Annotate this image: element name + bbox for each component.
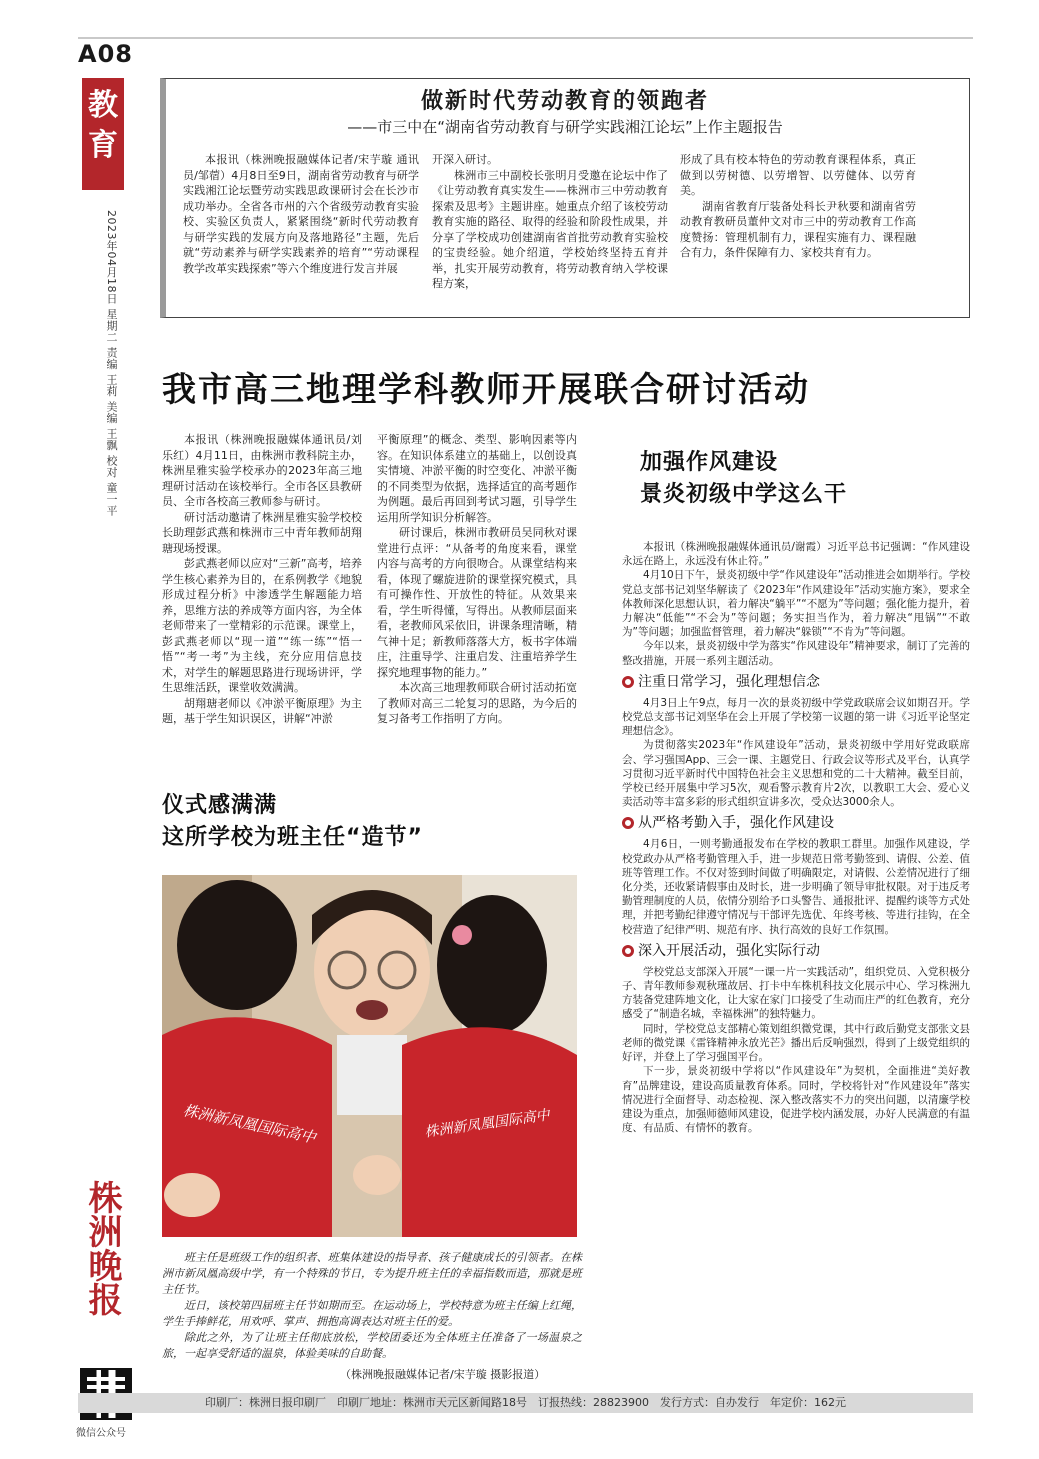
subheading-text: 深入开展活动，强化实际行动 (638, 942, 820, 959)
article1-col3 (680, 152, 916, 261)
article3-subheading-1 (622, 672, 970, 692)
article4-title-line1: 仪式感满满 (162, 793, 278, 818)
article4-caption (162, 1250, 582, 1362)
article1-para: 湖南省教育厅装备处科长尹秋要和湖南省劳动教育教研员董仲文对市三中的劳动教育工作高度赞扬：管理机制有力，课程实施有力、课程融合有力，条件保障有力、家校共育有力。 (680, 199, 916, 259)
caption-para: 班主任是班级工作的组织者、班集体建设的指导者、孩子健康成长的引领者。在株洲市新凤凰高级中学，有一个特殊的节日，专为提升班主任的幸福指数而造，那就是班主任节。 (162, 1251, 582, 1296)
article4-photo (162, 875, 577, 1237)
article2-col2 (377, 432, 577, 727)
article3-para: 4月6日，一则考勤通报发布在学校的教职工群里。加强作风建设，学校党政办从严格考勤管理入手，进一步规范日常考勤签到、请假、公差、值班等管理工作。不仅对签到时间做了明确限定，对请假、公差情况进行了细化分类，还收紧请假事由及时长，进一步明确了领导审批权限。对于违反考勤管理制度的人员，依情分别给予口头警告、通报批评、提醒约谈等方式处理，并把考勤纪律遵守情况与干部评先选优、年终考核、等进行挂钩，在全校营造了纪律严明、规范有序、执行高效的良好工作氛围。 (622, 838, 970, 936)
caption-para: 除此之外，为了让班主任彻底放松，学校团委还为全体班主任准备了一场温泉之旅，一起享受舒适的温泉，体验美味的自助餐。 (162, 1331, 582, 1360)
article2-col1 (162, 432, 362, 727)
article4-title-line2: 这所学校为班主任“造节” (162, 825, 423, 850)
article3-subheading-3 (622, 941, 970, 961)
newspaper-logo: 株洲晚报 (82, 1180, 122, 1316)
article3-title (640, 447, 940, 511)
article3-para: 今年以来，景炎初级中学为落实“作风建设年”精神要求，制订了完善的整改措施，开展一系列主题活动。 (622, 640, 970, 667)
article2-para: 胡翔瑭老师以《冲淤平衡原理》为主题，基于学生知识误区，讲解“冲淤 (162, 696, 362, 725)
article1-subtitle: ——市三中在“湖南省劳动教育与研学实践湘江论坛”上作主题报告 (347, 118, 783, 136)
jacket-text-right: 株洲新凤凰国际高中 (423, 1107, 551, 1141)
article1-para: 形成了具有校本特色的劳动教育课程体系，真正做到以劳树德、以劳增智、以劳健体、以劳育美。 (680, 153, 916, 197)
article3-subheading-2 (622, 813, 970, 833)
section-tag: 教育 (82, 78, 124, 190)
article1-para: 株洲市三中副校长张明月受邀在论坛中作了《让劳动教育真实发生——株洲市三中劳动教育探索及思考》主题讲座。她重点介绍了该校劳动教育实施的路径、取得的经验和阶段性成果，并分享了学校成功创建湖南省首批劳动教育实验校的宝贵经验。她介绍道，学校始终坚持五育并举，扎实开展劳动教育，将劳动教育纳入学校课程方案， (432, 168, 668, 290)
article1-col2 (432, 152, 668, 292)
bullet-circle-icon (622, 817, 634, 829)
bullet-circle-icon (622, 676, 634, 688)
article1-title: 做新时代劳动教育的领跑者 (420, 89, 709, 114)
article2-para: 彭武燕老师以应对“三新”高考，培养学生核心素养为目的，在系例教学《地貌形成过程分析》中渗透学生解题能力培养，思维方法的养成等方面内容，为全体老师带来了一堂精彩的示范课。课堂上，彭武燕老师以“现一道”“练一练”“悟一悟”“考一考”为主线，充分应用信息技术，对学生的解题思路进行现场讲评，学生思维活跃，课堂收效满满。 (162, 557, 362, 694)
article3-para: 同时，学校党总支部精心策划组织微党课，其中行政后勤党支部张文县老师的微党课《雷锋精神永放光芒》播出后反响强烈，得到了上级党组织的好评，并登上了学习强国平台。 (622, 1022, 970, 1064)
article2-para: 平衡原理”的概念、类型、影响因素等内容。在知识体系建立的基础上，以创设真实情境、冲淤平衡的时空变化、冲淤平衡的不同类型为依据，选择适宜的高考题作为例题。最后再回到考试习题，引导学生运用所学知识分析解答。 (377, 433, 577, 524)
subheading-text: 注重日常学习，强化理想信念 (638, 673, 820, 690)
article4-title (162, 790, 582, 854)
article3-para: 学校党总支部深入开展“一课一片一实践活动”，组织党员、入党积极分子、青年教师参观秋瑾故居、打卡中车株机科技文化展示中心、学习株洲九方装备党建阵地文化，让大家在家门口接受了生动而庄严的红色教育，充分感受了“制造名城，幸福株洲”的独特魅力。 (622, 965, 970, 1021)
article3-body (622, 540, 970, 1135)
jacket-text-left: 株洲新凤凰国际高中 (181, 1101, 318, 1147)
article2-para: 本报讯（株洲晚报融媒体通讯员/刘乐红）4月11日，由株洲市教科院主办，株洲星雅实验学校承办的2023年高三地理研讨活动在该校举行。全市各区县教研员、全市各校高三教师参与研讨。 (162, 433, 362, 508)
article2-para: 本次高三地理教师联合研讨活动拓宽了教师对高三二轮复习的思路，为今后的复习备考工作指明了方向。 (377, 681, 577, 725)
qr-caption: 微信公众号 (76, 1428, 126, 1439)
dateline: 2023年04月18日 星期二 责编 王莉 美编 王飘 校对 童一平 (105, 210, 118, 517)
caption-para: 近日，该校第四届班主任节如期而至。在运动场上，学校特意为班主任编上红绳，学生手捧鲜花，用欢呼、掌声、拥抱高调表达对班主任的爱。 (162, 1299, 582, 1328)
article2-para: 研讨课后，株洲市教研员吴同秋对课堂进行点评：“从备考的角度来看，课堂内容与高考的方向很吻合。从课堂结构来看，体现了螺旋进阶的课堂探究模式，具有可操作性、开放性的特征。从效果来看，学生听得懂，写得出。从教师层面来看，老教师风采依旧，讲课条理清晰，精气神十足；新教师落落大方，板书字体端庄，注重导学、注重启发、注重培养学生探究地理事物的能力。” (377, 526, 577, 679)
article3-title-line1: 加强作风建设 (640, 450, 779, 475)
bullet-circle-icon (622, 945, 634, 957)
article1-col1 (183, 152, 419, 276)
subheading-text: 从严格考勤入手，强化作风建设 (638, 815, 834, 832)
article3-para: 本报讯（株洲晚报融媒体通讯员/谢霞）习近平总书记强调：“作风建设永远在路上，永远没有休止符。” (622, 541, 970, 568)
article3-para: 下一步，景炎初级中学将以“作风建设年”为契机，全面推进“美好教育”品牌建设，建设高质量教育体系。同时，学校将针对“作风建设年”落实情况进行全面督导、动态检视、深入整改落实不力的突出问题，以清廉学校建设为重点，加强师德师风建设，促进学校内涵发展，办好人民满意的有温度、有品质、有情怀的教育。 (622, 1065, 970, 1135)
article1-para: 开深入研讨。 (432, 153, 498, 166)
article1-para: 本报讯（株洲晚报融媒体记者/宋芋璇 通讯员/邹蓿）4月8日至9日，湖南省劳动教育与研学实践湘江论坛暨劳动实践思政课研讨会在长沙市成功举办。全省各市州的六个省级劳动教育实验校、实验区负责人，紧紧围绕“新时代劳动教育与研学实践的发展方向及落地路径”主题，先后就“劳动素养与研学实践素养的培育”“劳动课程教学改革实践探索”等六个维度进行发言并展 (183, 153, 419, 275)
article2-para: 研讨活动邀请了株洲星雅实验学校校长助理彭武燕和株洲市三中青年教师胡翔瑭现场授课。 (162, 510, 362, 555)
article4-credit: （株洲晚报融媒体记者/宋芋璇 摄影报道） (340, 1368, 546, 1381)
photo-illustration (162, 875, 577, 1237)
article3-para: 4月10日下午，景炎初级中学“作风建设年”活动推进会如期举行。学校党总支部书记刘坚华解读了《2023年“作风建设年”活动实施方案》，要求全体教师深化思想认识，着力解决“躺平”“不愿为”等问题；强化能力提升，着力解决“低能”“不会为”等问题；务实担当作为，着力解决“甩锅”“不敢为”等问题；加强监督管理，着力解决“躲锁”“不肯为”等问题。 (622, 569, 970, 639)
article2-title: 我市高三地理学科教师开展联合研讨活动 (162, 370, 810, 410)
article3-para: 为贯彻落实2023年“作风建设年”活动，景炎初级中学用好党政联席会、学习强国App、三会一课、主题党日、行政会议等形式及平台，认真学习贯彻习近平新时代中国特色社会主义思想和党的二十大精神。截至目前，学校已经开展集中学习5次，观看警示教育片2次，以教职工大会、爱心义卖活动等丰富多彩的形式组织宣讲多次，受众达3000余人。 (622, 739, 970, 809)
page-number: A08 (78, 40, 133, 68)
article3-title-line2: 景炎初级中学这么干 (640, 482, 848, 507)
article3-para: 4月3日上午9点，每月一次的景炎初级中学党政联席会议如期召开。学校党总支部书记刘坚华在会上开展了学校第一议题的第一讲《习近平论坚定理想信念》。 (622, 696, 970, 738)
footer-imprint: 印刷厂：株洲日报印刷厂 印刷厂地址：株洲市天元区新闻路18号 订报热线：28823900 发行方式：自办发行 年定价：162元 (78, 1393, 973, 1413)
top-rule (78, 37, 973, 39)
